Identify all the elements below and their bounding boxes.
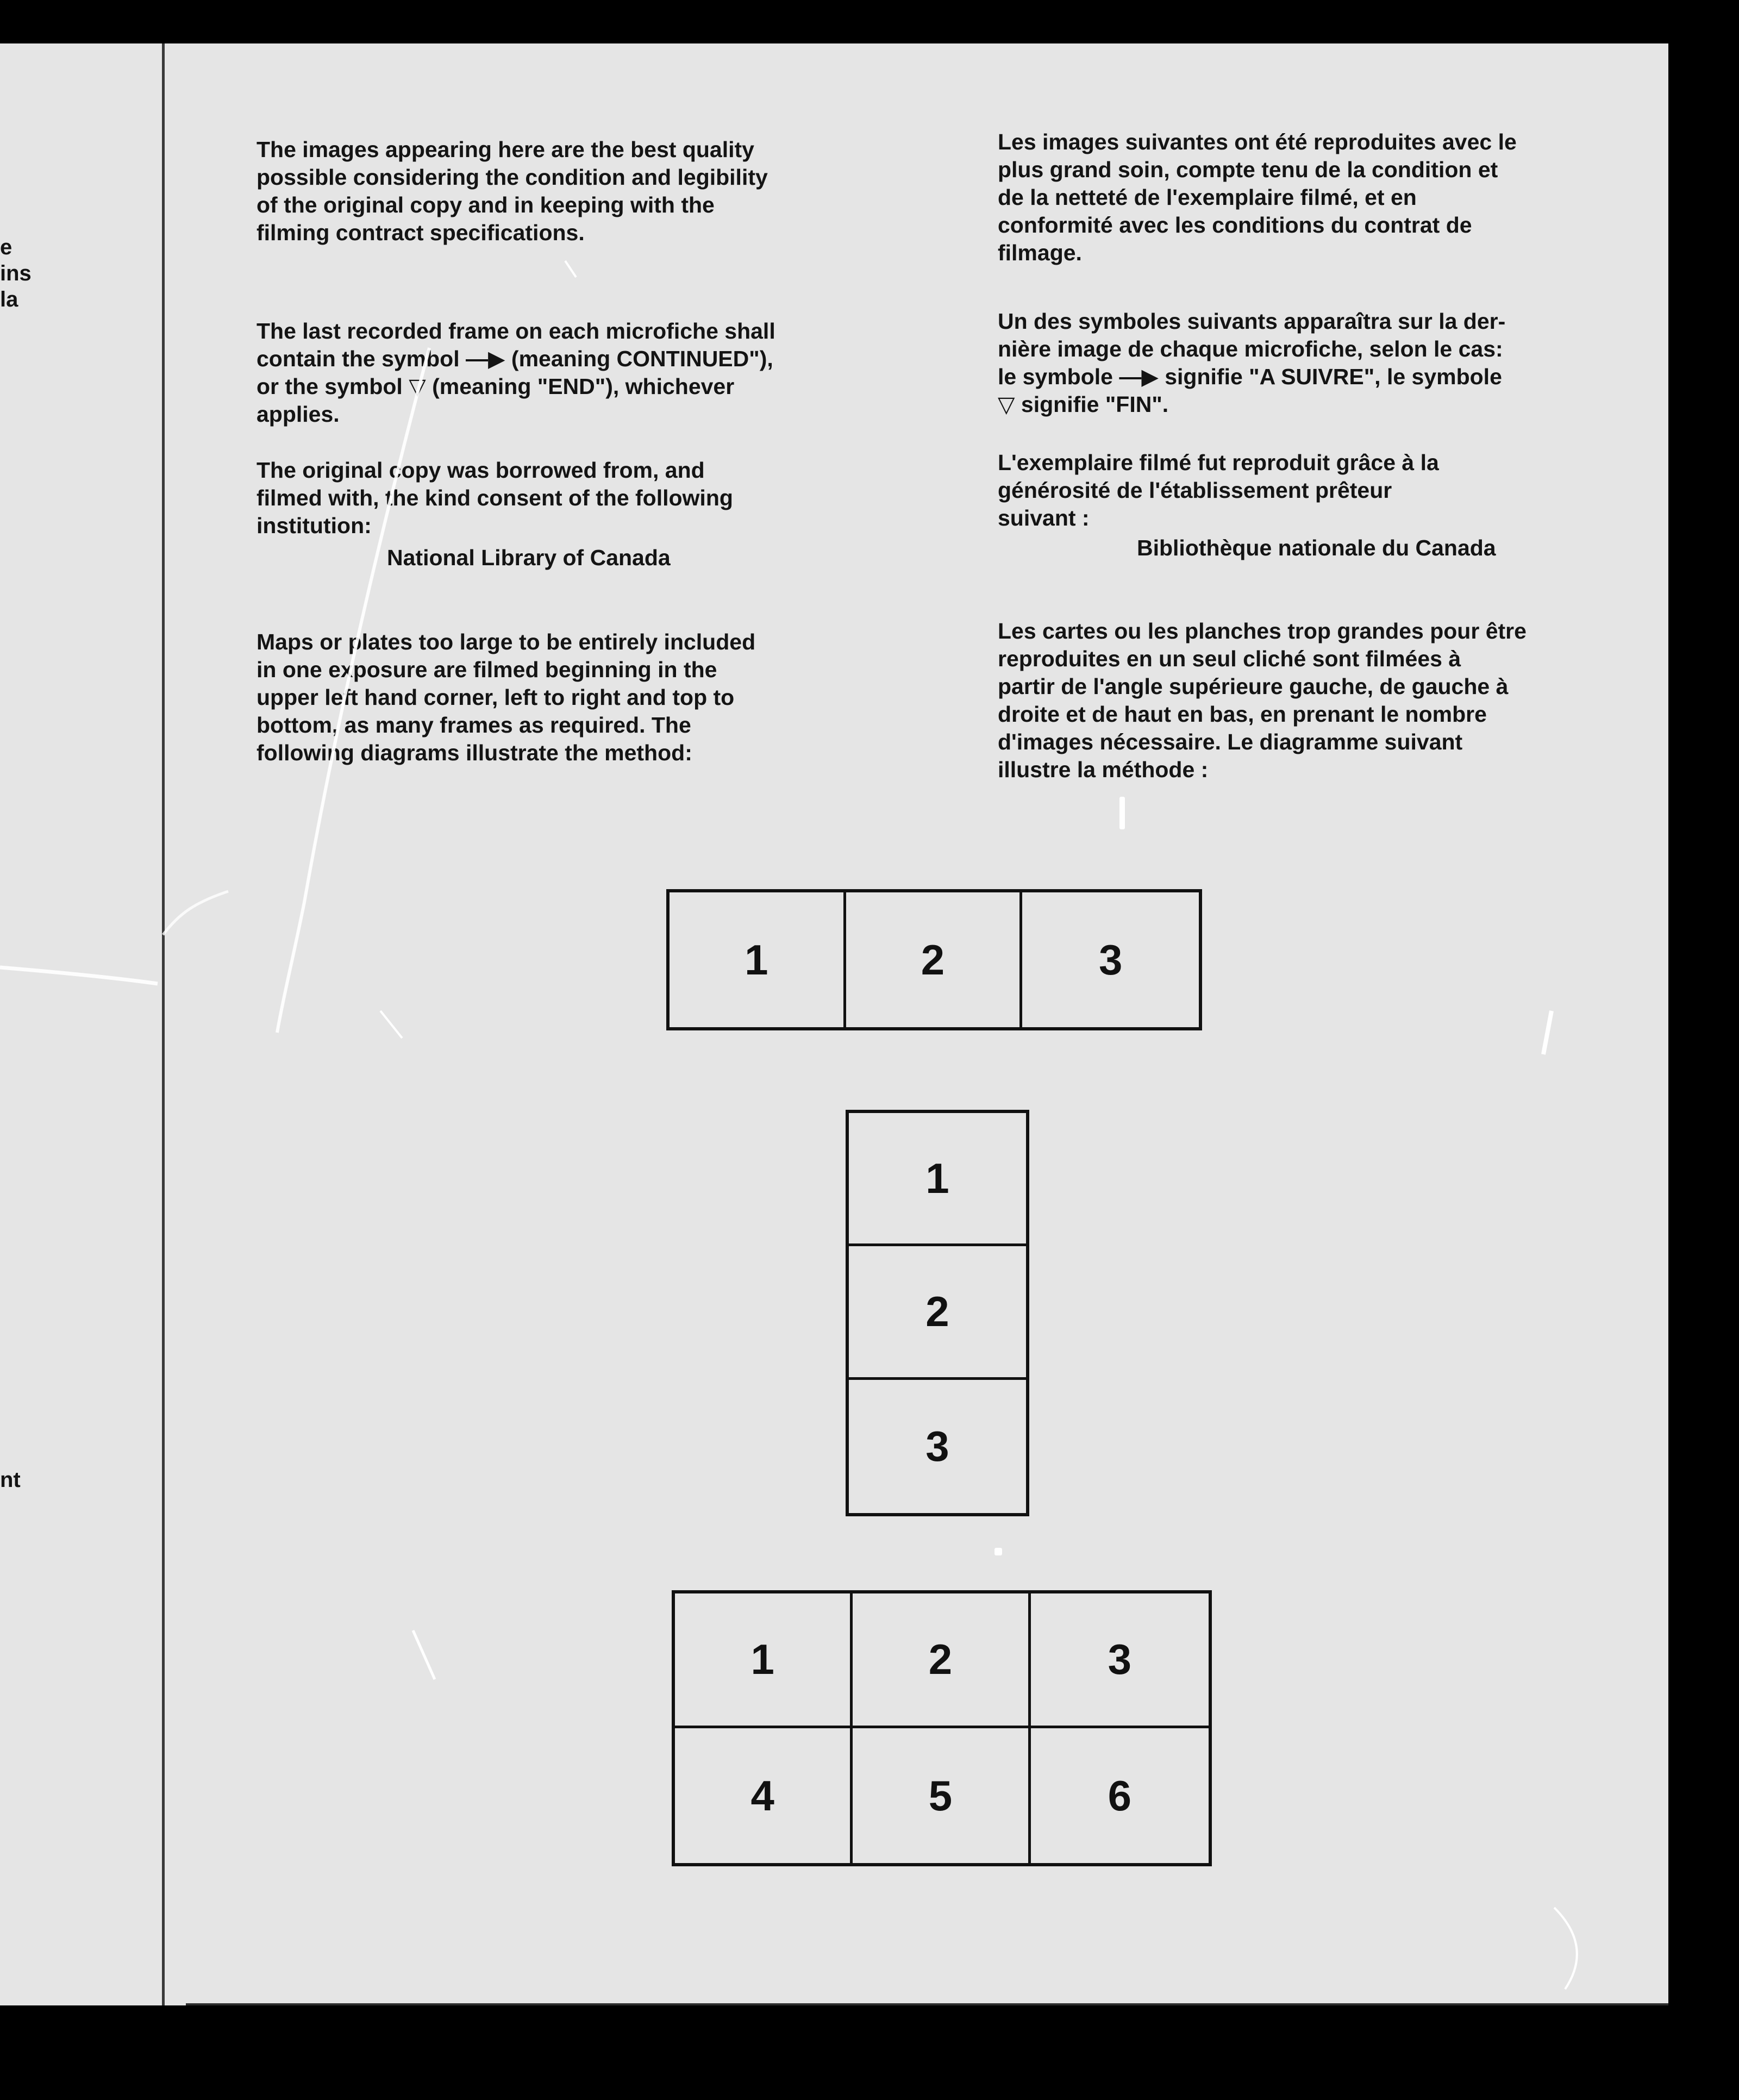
frame-cell: 1	[849, 1113, 1026, 1246]
frame-cell: 5	[853, 1728, 1030, 1863]
english-institution-name: National Library of Canada	[387, 545, 671, 570]
previous-page-fragment: e	[0, 235, 12, 259]
film-speck	[994, 1548, 1002, 1555]
frame-cell: 2	[853, 1593, 1030, 1728]
french-symbol-statement: Un des symboles suivants apparaîtra sur la der- nière image de chaque microfiche, selon le cas: le symbole —▶ signifie "A SUIVRE", le symbole ▽ signifie "FIN".	[998, 309, 1506, 417]
english-lender-statement: The original copy was borrowed from, and filmed with, the kind consent of the following institution:	[257, 458, 733, 538]
french-institution-name: Bibliothèque nationale du Canada	[1137, 535, 1496, 560]
previous-page-fragment: la	[0, 288, 18, 311]
frame-cell: 3	[1098, 935, 1123, 984]
frame-cell: 4	[675, 1728, 853, 1863]
frame-cell: 6	[1108, 1771, 1132, 1820]
frame-cell: 2	[846, 892, 1023, 1027]
english-maps-statement: Maps or plates too large to be entirely included in one exposure are filmed beginning in the upper left hand corner, left to right and top to bottom, as many frames as required. The following diagrams illustrate the method:	[257, 629, 756, 765]
previous-page-fragment: nt	[0, 1468, 21, 1492]
french-quality-statement: Les images suivantes ont été reproduites avec le plus grand soin, compte tenu de la condition et de la netteté de l'exemplaire filmé, et en conformité avec les conditions du contrat de filmage.	[998, 129, 1517, 265]
film-scratches	[0, 43, 1668, 2005]
french-maps-statement: Les cartes ou les planches trop grandes pour être reproduites en un seul cliché sont filmées à partir de l'angle supérieure gauche, de gauche à droite et de haut en bas, en prenant le nombre d'images nécessaire. Le diagramme suivant illustre la méthode :	[998, 618, 1527, 782]
frame-cell: 2	[849, 1246, 1026, 1379]
frame-cell: 3	[925, 1422, 949, 1470]
french-lender-statement: L'exemplaire filmé fut reproduit grâce à la générosité de l'établissement prêteur suivant :	[998, 450, 1439, 530]
frame-cell: 1	[670, 892, 846, 1027]
frame-cell: 3	[1031, 1593, 1209, 1728]
english-quality-statement: The images appearing here are the best quality possible considering the condition and legibility of the original copy and in keeping with the filming contract specifications.	[257, 137, 768, 245]
previous-page-fragment: ins	[0, 261, 32, 285]
microfiche-target-sheet	[0, 43, 1668, 2005]
film-speck	[1119, 797, 1125, 829]
frame-cell: 1	[675, 1593, 853, 1728]
english-symbol-statement: The last recorded frame on each microfiche shall contain the symbol —▶ (meaning CONTINUED"), or the symbol ▽ (meaning "END"), whichever applies.	[257, 318, 775, 427]
